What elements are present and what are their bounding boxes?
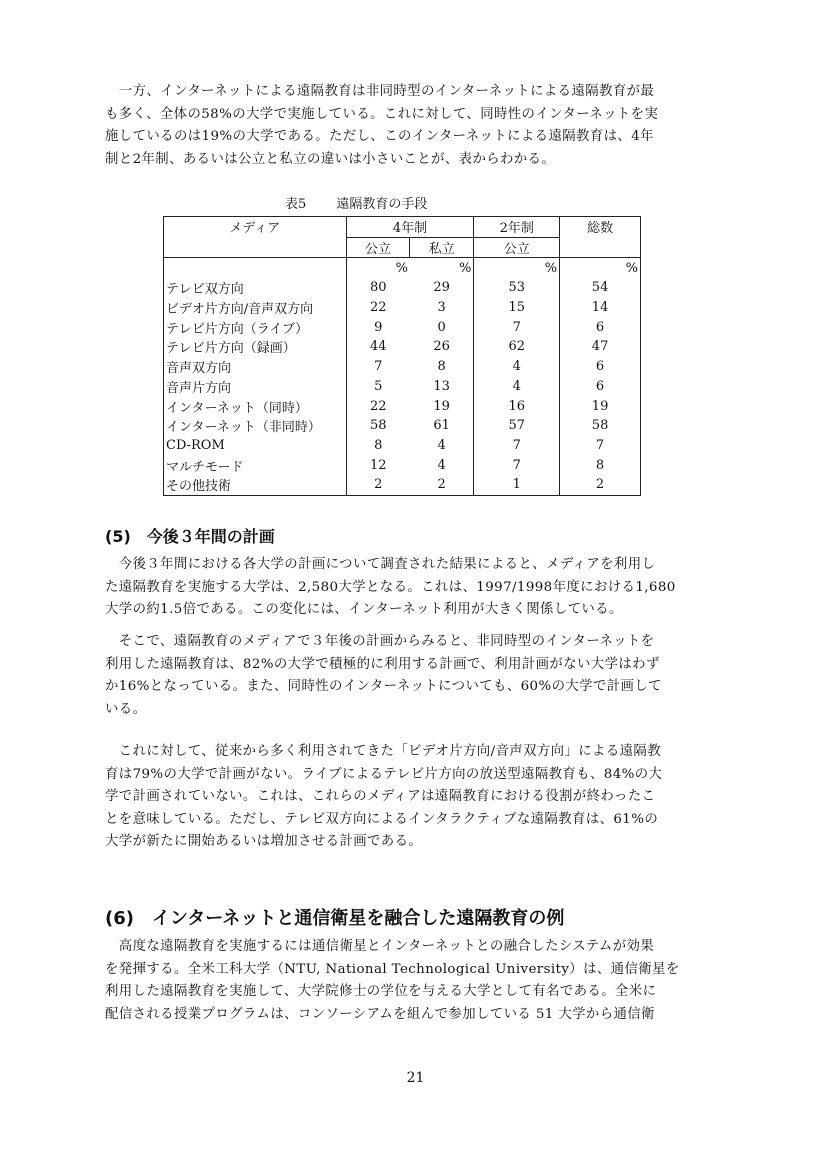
total-value-cell: 6 [560,357,641,377]
two-year-value-cell: 7 [474,317,560,337]
media-name-cell: インターネット（同時） [164,396,347,416]
two-year-value-cell: 7 [474,436,560,456]
two-year-value-cell: 62 [474,337,560,357]
header-two-year: 2年制 [474,217,560,238]
table-row [164,317,641,337]
section-6-heading: (6) インターネットと通信衛星を融合した遠隔教育の例 [105,908,565,929]
media-name-cell: マルチモード [164,455,347,475]
private-value-cell: 8 [437,359,446,375]
section-5-heading: (5) 今後３年間の計画 [105,527,275,546]
table-row [164,455,641,475]
text-line: 制と2年制、あるいは公立と私立の違いは小さいことが、表からわかる。 [105,151,556,167]
total-value-cell: 8 [560,455,641,475]
private-value-cell: 2 [410,475,474,495]
text-line: 今後３年間における各大学の計画について調査された結果によると、メディアを利用し [105,557,656,572]
table-row [164,475,641,495]
table-row [164,436,641,456]
private-value-cell: 61 [433,418,450,434]
table-row [164,337,641,357]
public-value-cell: 9 [346,317,410,337]
media-name-cell: テレビ片方向（録画） [164,337,347,357]
media-table [163,216,641,496]
total-value-cell: 54 [560,278,641,298]
private-value-cell: 13 [433,378,450,394]
text-line: これに対して、従来から多く利用されてきた「ビデオ片方向/音声双方向」による遠隔教 [105,744,661,759]
table-caption-label: 表5 [285,197,307,212]
percent-label: % [474,258,560,278]
text-line: 一方、インターネットによる遠隔教育は非同時型のインターネットによる遠隔教育が最 [105,84,655,99]
text-line: そこで、遠隔教育のメディアで３年後の計画からみると、非同時型のインターネットを [105,634,655,649]
media-name-cell: CD-ROM [164,436,347,456]
media-name-cell: 音声双方向 [164,357,347,377]
total-value-cell: 47 [560,337,641,357]
total-value-cell: 19 [560,396,641,416]
public-value-cell: 7 [346,357,410,377]
two-year-value-cell: 57 [474,416,560,436]
private-value-cell: 29 [433,280,450,296]
table-row [164,357,641,377]
table-row [164,416,641,436]
page-number: 21 [406,1070,425,1086]
text-line: 大学の約1.5倍である。この変化には、インターネット利用が大きく関係している。 [105,602,623,617]
public-value-cell: 58 [346,416,410,436]
total-value-cell: 14 [560,298,641,318]
header-public-2: 公立 [474,237,560,258]
section-6-paragraph-1 [105,936,695,1026]
total-value-cell: 2 [560,475,641,495]
header-four-year: 4年制 [346,217,474,238]
percent-label: % [560,258,641,278]
header-media: メディア [164,217,347,258]
header-public: 公立 [346,237,410,258]
two-year-value-cell: 16 [474,396,560,416]
total-value-cell: 6 [560,377,641,397]
private-value-cell: 4 [437,457,446,473]
media-name-cell: 音声片方向 [164,377,347,397]
text-line: 高度な遠隔教育を実施するには通信衛星とインターネットとの融合したシステムが効果 [105,939,655,954]
table-caption [285,193,453,212]
text-line: を発揮する。全米工科大学（NTU, National Technological University）は、通信衛星を [105,961,680,977]
total-value-cell: 58 [560,416,641,436]
section-5-paragraph-1 [105,554,695,622]
media-name-cell: インターネット（非同時） [164,416,347,436]
two-year-value-cell: 15 [474,298,560,318]
media-name-cell: ビデオ片方向/音声双方向 [164,298,347,318]
text-line: 配信される授業プログラムは、コンソーシアムを組んで参加している 51 大学から通信衛 [105,1006,655,1022]
public-value-cell: 12 [346,455,410,475]
text-line: 利用した遠隔教育は、82%の大学で積極的に利用する計画で、利用計画がない大学はわず [105,656,660,672]
header-private: 私立 [410,237,474,258]
two-year-value-cell: 1 [474,475,560,495]
two-year-value-cell: 4 [474,357,560,377]
two-year-value-cell: 7 [474,455,560,475]
table-row [164,298,641,318]
private-value-cell: 26 [433,339,450,355]
private-value-cell: 4 [437,437,446,453]
total-value-cell: 6 [560,317,641,337]
table-row [164,377,641,397]
header-total: 総数 [560,217,641,258]
private-value-cell: 19 [433,398,450,414]
section-5-paragraph-3 [105,741,695,854]
public-value-cell: 22 [346,396,410,416]
text-line: か16%となっている。また、同時性のインターネットについても、60%の大学で計画して [105,679,662,694]
table-row [164,396,641,416]
text-line: 大学が新たに開始あるいは増加させる計画である。 [105,834,423,849]
private-value-cell: 3 [437,300,446,316]
total-value-cell: 7 [560,436,641,456]
private-value-cell: 0 [437,319,446,335]
table-caption-title: 遠隔教育の手段 [336,197,428,212]
text-line: も多く、全体の58%の大学で実施している。これに対して、同時性のインターネットを実 [105,106,659,122]
table-row [164,278,641,298]
intro-paragraph [105,81,695,171]
media-name-cell: その他技術 [164,475,347,495]
text-line: 育は79%の大学で計画がない。ライブによるテレビ片方向の放送型遠隔教育も、84%の大 [105,766,663,782]
public-value-cell: 2 [346,475,410,495]
text-line: た遠隔教育を実施する大学は、2,580大学となる。これは、1997/1998年度における1,680 [105,579,676,595]
public-value-cell: 5 [346,377,410,397]
public-value-cell: 44 [346,337,410,357]
media-name-cell: テレビ片方向（ライブ） [164,317,347,337]
text-line: 利用した遠隔教育を実施して、大学院修士の学位を与える大学として有名である。全米に [105,984,657,999]
media-name-cell: テレビ双方向 [164,278,347,298]
two-year-value-cell: 53 [474,278,560,298]
public-value-cell: 80 [346,278,410,298]
text-line: いる。 [105,701,147,717]
text-line: 施しているのは19%の大学である。ただし、このインターネットによる遠隔教育は、4年 [105,129,654,144]
table-header-row [164,217,641,238]
section-5-paragraph-2 [105,631,695,721]
public-value-cell: 8 [346,436,410,456]
percent-row [164,258,641,278]
public-value-cell: 22 [346,298,410,318]
text-line: とを意味している。ただし、テレビ双方向によるインタラクティブな遠隔教育は、61%の [105,811,659,827]
percent-label: % [346,258,410,278]
text-line: 学で計画されていない。これは、これらのメディアは遠隔教育における役割が終わったこ [105,789,656,804]
two-year-value-cell: 4 [474,377,560,397]
percent-label: % [458,260,472,276]
